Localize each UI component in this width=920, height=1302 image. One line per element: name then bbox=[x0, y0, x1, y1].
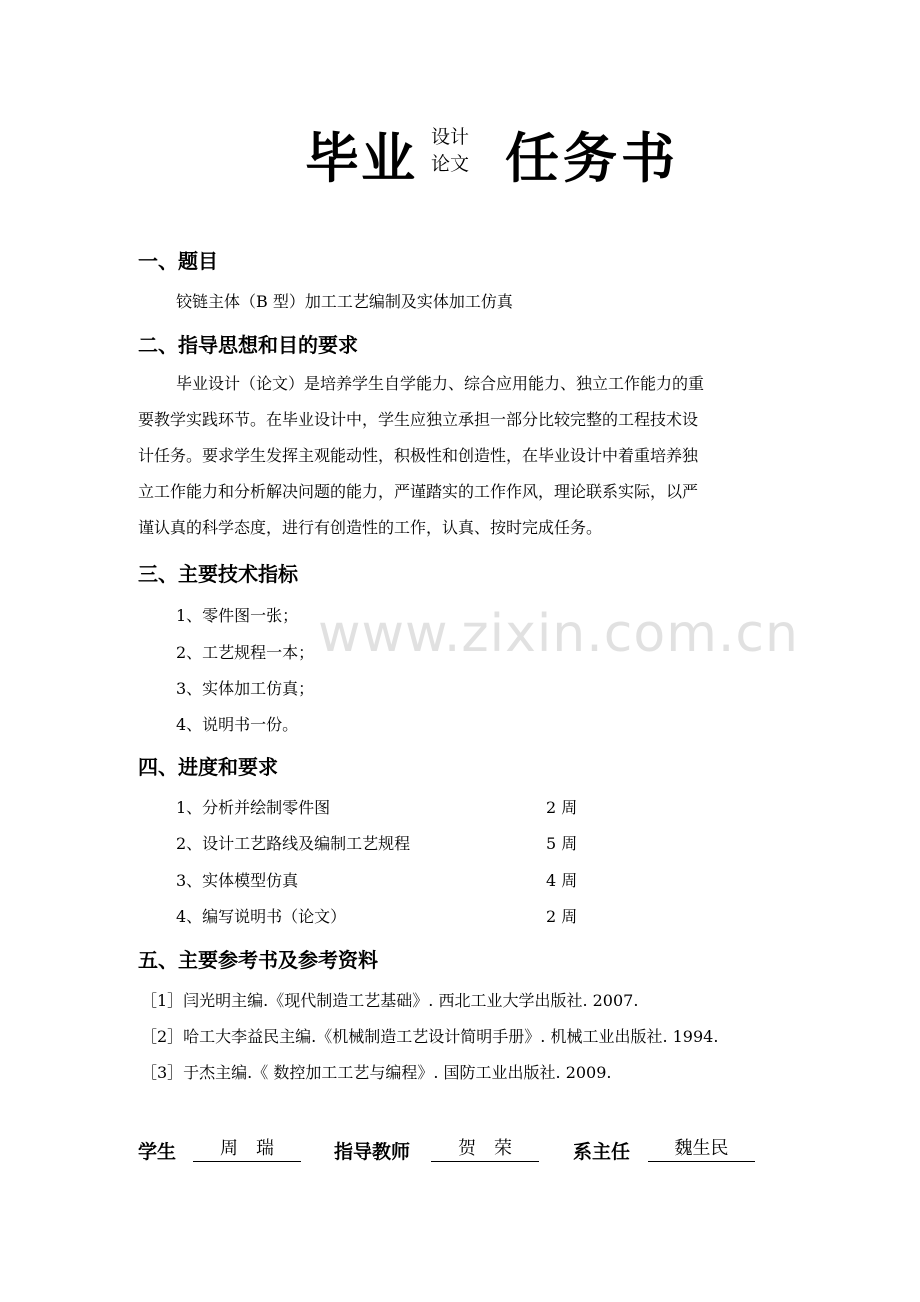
title-stack-design: 设计 bbox=[431, 126, 470, 148]
section-heading-references: 五、主要参考书及参考资料 bbox=[138, 948, 378, 972]
spec-item: 3、实体加工仿真； bbox=[176, 679, 315, 698]
schedule-task: 2、设计工艺路线及编制工艺规程 bbox=[176, 834, 411, 853]
spec-item: 1、零件图一张； bbox=[176, 606, 299, 625]
advisor-name: 贺 荣 bbox=[431, 1137, 539, 1162]
dept-head-label: 系主任 bbox=[573, 1141, 631, 1163]
section-heading-specs: 三、主要技术指标 bbox=[138, 562, 298, 586]
guidance-line: 立工作能力和分析解决问题的能力，严谨踏实的工作作风，理论联系实际，以严 bbox=[138, 482, 699, 501]
student-label: 学生 bbox=[138, 1141, 177, 1163]
schedule-duration: 5 周 bbox=[546, 834, 578, 853]
topic-text: 铰链主体（B 型）加工工艺编制及实体加工仿真 bbox=[176, 292, 513, 311]
reference-item: ［2］哈工大李益民主编.《机械制造工艺设计简明手册》. 机械工业出版社. 1994. bbox=[141, 1027, 719, 1046]
title-stack bbox=[431, 124, 469, 178]
guidance-line: 计任务。要求学生发挥主观能动性，积极性和创造性，在毕业设计中着重培养独 bbox=[138, 446, 699, 465]
watermark: www.zixin.com.cn bbox=[318, 604, 799, 664]
spec-item: 2、工艺规程一本； bbox=[176, 643, 315, 662]
section-heading-guidance: 二、指导思想和目的要求 bbox=[138, 333, 358, 357]
schedule-duration: 2 周 bbox=[546, 798, 578, 817]
schedule-task: 3、实体模型仿真 bbox=[176, 871, 299, 890]
schedule-task: 4、编写说明书（论文） bbox=[176, 907, 347, 926]
reference-item: ［1］闫光明主编.《现代制造工艺基础》. 西北工业大学出版社. 2007. bbox=[141, 991, 639, 1010]
guidance-line: 要教学实践环节。在毕业设计中，学生应独立承担一部分比较完整的工程技术设 bbox=[138, 410, 699, 429]
section-heading-schedule: 四、进度和要求 bbox=[138, 755, 278, 779]
student-name: 周 瑞 bbox=[193, 1137, 301, 1162]
section-heading-topic: 一、题目 bbox=[138, 249, 218, 273]
guidance-paragraph bbox=[138, 366, 788, 546]
reference-item: ［3］于杰主编.《 数控加工工艺与编程》. 国防工业出版社. 2009. bbox=[141, 1063, 612, 1082]
spec-item: 4、说明书一份。 bbox=[176, 715, 299, 734]
title-main-graduation: 毕业 bbox=[305, 127, 417, 190]
dept-head-name: 魏生民 bbox=[648, 1137, 755, 1162]
schedule-task: 1、分析并绘制零件图 bbox=[176, 798, 331, 817]
schedule-duration: 2 周 bbox=[546, 907, 578, 926]
guidance-line: 谨认真的科学态度，进行有创造性的工作，认真、按时完成任务。 bbox=[138, 518, 603, 537]
schedule-duration: 4 周 bbox=[546, 871, 578, 890]
title-main-taskbook: 任务书 bbox=[505, 127, 679, 190]
guidance-line: 毕业设计（论文）是培养学生自学能力、综合应用能力、独立工作能力的重 bbox=[176, 374, 705, 393]
title-stack-thesis: 论文 bbox=[431, 153, 470, 175]
advisor-label: 指导教师 bbox=[334, 1141, 411, 1163]
document-title bbox=[0, 112, 920, 192]
